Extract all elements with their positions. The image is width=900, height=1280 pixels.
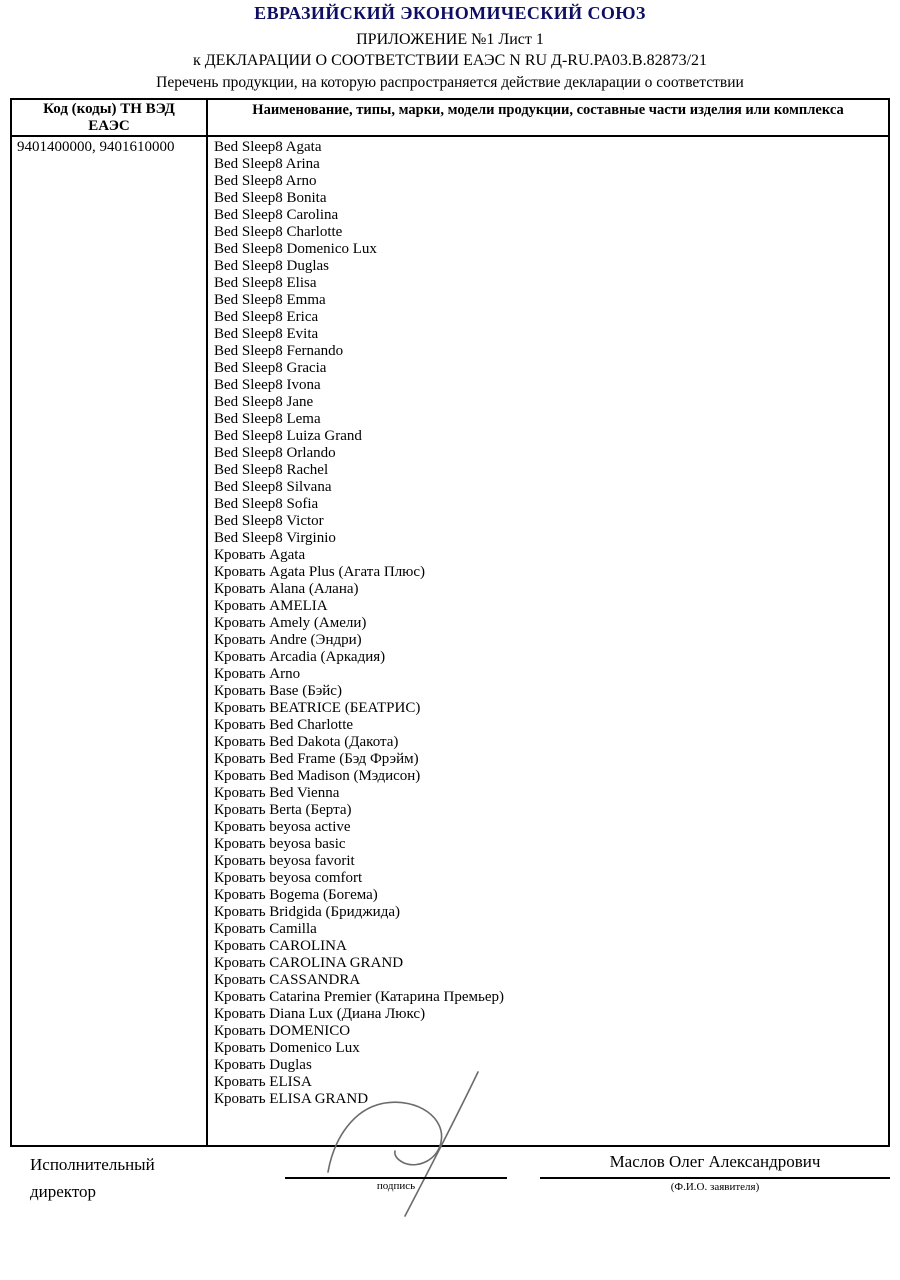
product-line: Кровать Bed Charlotte	[214, 717, 354, 733]
product-line: Bed Sleep8 Carolina	[214, 207, 339, 223]
product-line: Bed Sleep8 Sofia	[214, 496, 319, 512]
product-line: Bed Sleep8 Charlotte	[214, 224, 343, 240]
product-line: Bed Sleep8 Evita	[214, 326, 319, 342]
column-header-name: Наименование, типы, марки, модели продукции, составные части изделия или комплекса	[252, 102, 844, 118]
product-line: Кровать beyosa basic	[214, 836, 346, 852]
product-line: Кровать Camilla	[214, 921, 317, 937]
product-line: Кровать Amely (Амели)	[214, 615, 367, 631]
product-line: Bed Sleep8 Domenico Lux	[214, 241, 377, 257]
product-line: Кровать Catarina Premier (Катарина Премьер)	[214, 989, 505, 1005]
product-line: Bed Sleep8 Elisa	[214, 275, 317, 291]
product-line: Кровать Alana (Алана)	[214, 581, 359, 597]
product-line: Кровать beyosa active	[214, 819, 351, 835]
product-line: Кровать Agata Plus (Агата Плюс)	[214, 564, 426, 580]
table-body-row	[12, 137, 888, 1145]
product-line: Кровать Base (Бэйс)	[214, 683, 342, 699]
appendix-sheet-line: ПРИЛОЖЕНИЕ №1 Лист 1	[356, 31, 544, 48]
product-line: Bed Sleep8 Bonita	[214, 190, 327, 206]
signer-position-title: Исполнительный директор	[30, 1155, 155, 1201]
applicant-name-line	[540, 1177, 890, 1179]
product-line: Кровать CASSANDRA	[214, 972, 361, 988]
product-line: Кровать Bogema (Богема)	[214, 887, 378, 903]
product-line: Bed Sleep8 Orlando	[214, 445, 336, 461]
product-line: Кровать ELISA GRAND	[214, 1091, 369, 1107]
product-list-caption: Перечень продукции, на которую распространяется действие декларации о соответствии	[156, 74, 744, 91]
product-line: Кровать Berta (Берта)	[214, 802, 352, 818]
product-line: Кровать Agata	[214, 547, 306, 563]
product-line: Bed Sleep8 Lema	[214, 411, 321, 427]
product-line: Кровать beyosa comfort	[214, 870, 363, 886]
product-list-cell	[208, 137, 888, 1145]
product-line: Кровать CAROLINA	[214, 938, 347, 954]
product-line: Bed Sleep8 Victor	[214, 513, 324, 529]
product-line: Кровать Arcadia (Аркадия)	[214, 649, 386, 665]
product-line: Bed Sleep8 Arina	[214, 156, 320, 172]
product-line: Кровать Bridgida (Бриджида)	[214, 904, 400, 920]
product-line: Кровать AMELIA	[214, 598, 328, 614]
product-line: Кровать CAROLINA GRAND	[214, 955, 404, 971]
product-line: Bed Sleep8 Emma	[214, 292, 326, 308]
product-line: Bed Sleep8 Virginio	[214, 530, 336, 546]
union-title: ЕВРАЗИЙСКИЙ ЭКОНОМИЧЕСКИЙ СОЮЗ	[254, 3, 646, 23]
product-line: Кровать Diana Lux (Диана Люкс)	[214, 1006, 426, 1022]
product-line: Bed Sleep8 Duglas	[214, 258, 329, 274]
applicant-name-caption: (Ф.И.О. заявителя)	[670, 1181, 760, 1193]
product-line: Кровать Duglas	[214, 1057, 312, 1073]
signature-caption: подпись	[376, 1180, 416, 1192]
signature-line	[285, 1177, 507, 1179]
product-line: Кровать Andre (Эндри)	[214, 632, 362, 648]
product-line: Кровать Bed Madison (Мэдисон)	[214, 768, 421, 784]
tnved-code-cell: 9401400000, 9401610000	[12, 137, 208, 1145]
product-line: Кровать Arno	[214, 666, 301, 682]
product-line: Bed Sleep8 Ivona	[214, 377, 321, 393]
applicant-name: Маслов Олег Александрович	[609, 1152, 821, 1171]
product-line: Bed Sleep8 Fernando	[214, 343, 344, 359]
product-line: Кровать ELISA	[214, 1074, 312, 1090]
product-line: Кровать Domenico Lux	[214, 1040, 360, 1056]
product-line: Bed Sleep8 Erica	[214, 309, 319, 325]
product-line: Bed Sleep8 Gracia	[214, 360, 327, 376]
product-line: Bed Sleep8 Luiza Grand	[214, 428, 362, 444]
product-line: Кровать Bed Dakota (Дакота)	[214, 734, 399, 750]
product-line: Кровать Bed Vienna	[214, 785, 340, 801]
document-header	[0, 3, 900, 92]
product-line: Кровать DOMENICO	[214, 1023, 351, 1039]
products-table	[10, 98, 890, 1147]
declaration-number-line: к ДЕКЛАРАЦИИ О СООТВЕТСТВИИ ЕАЭС N RU Д-RU.РА03.В.82873/21	[192, 52, 708, 69]
product-line: Bed Sleep8 Rachel	[214, 462, 329, 478]
table-header-row	[12, 100, 888, 137]
product-line: Bed Sleep8 Agata	[214, 139, 322, 155]
product-line: Bed Sleep8 Silvana	[214, 479, 332, 495]
product-line: Кровать Bed Frame (Бэд Фрэйм)	[214, 751, 419, 767]
product-line: Кровать beyosa favorit	[214, 853, 355, 869]
column-header-code: Код (коды) ТН ВЭД ЕАЭС	[12, 100, 208, 135]
product-line: Кровать BEATRICE (БЕАТРИС)	[214, 700, 421, 716]
product-line: Bed Sleep8 Jane	[214, 394, 314, 410]
product-line: Bed Sleep8 Arno	[214, 173, 317, 189]
